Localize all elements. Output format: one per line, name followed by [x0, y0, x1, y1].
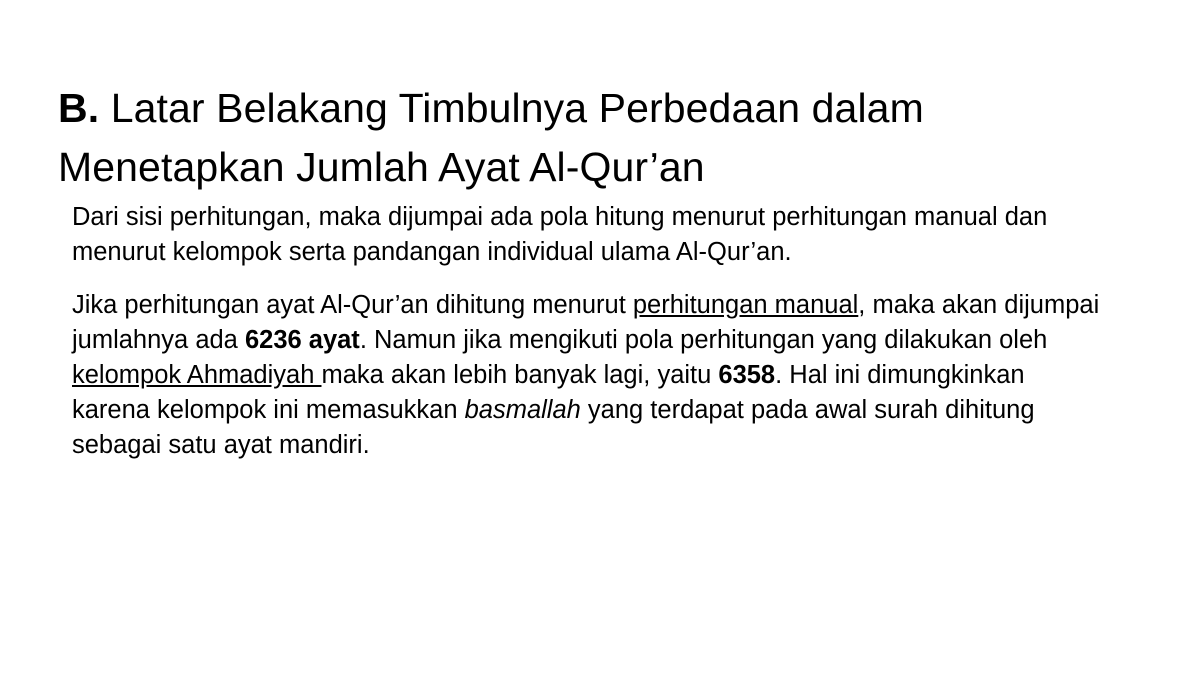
paragraph-1: Dari sisi perhitungan, maka dijumpai ada pola hitung menurut perhitungan manual dan menurut kelompok serta pandangan individual ulama Al-Qur’an. — [72, 203, 1048, 266]
p2-underline-perhitungan-manual: perhitungan manual — [632, 290, 859, 319]
paragraph-2 — [72, 288, 1102, 463]
p2-bold-6236-ayat: 6236 ayat — [244, 325, 360, 354]
page-title — [58, 79, 1148, 195]
p2-italic-basmallah: basmallah — [464, 395, 581, 424]
p2-bold-6358: 6358 — [718, 360, 776, 389]
p2-segment-7: maka akan lebih banyak lagi, yaitu — [321, 360, 719, 389]
p2-underline-kelompok-ahmadiyah: kelompok Ahmadiyah — [72, 360, 322, 389]
p2-segment-3: , maka akan dijumpai jumlahnya ada — [72, 290, 1100, 354]
p2-segment-11: yang terdapat pada awal surah dihitung sebagai satu ayat mandiri. — [72, 395, 1035, 459]
slide-body — [72, 200, 1102, 462]
page-title-lead: B. — [58, 85, 100, 132]
page-title-rest: Latar Belakang Timbulnya Perbedaan dalam Menetapkan Jumlah Ayat Al-Qur’an — [58, 85, 924, 190]
p2-segment-1: Jika perhitungan ayat Al-Qur’an dihitung menurut — [72, 290, 633, 319]
p2-segment-9: . Hal ini dimungkinkan karena kelompok ini memasukkan — [72, 360, 1025, 424]
p2-segment-5: . Namun jika mengikuti pola perhitungan yang dilakukan oleh — [359, 325, 1048, 354]
